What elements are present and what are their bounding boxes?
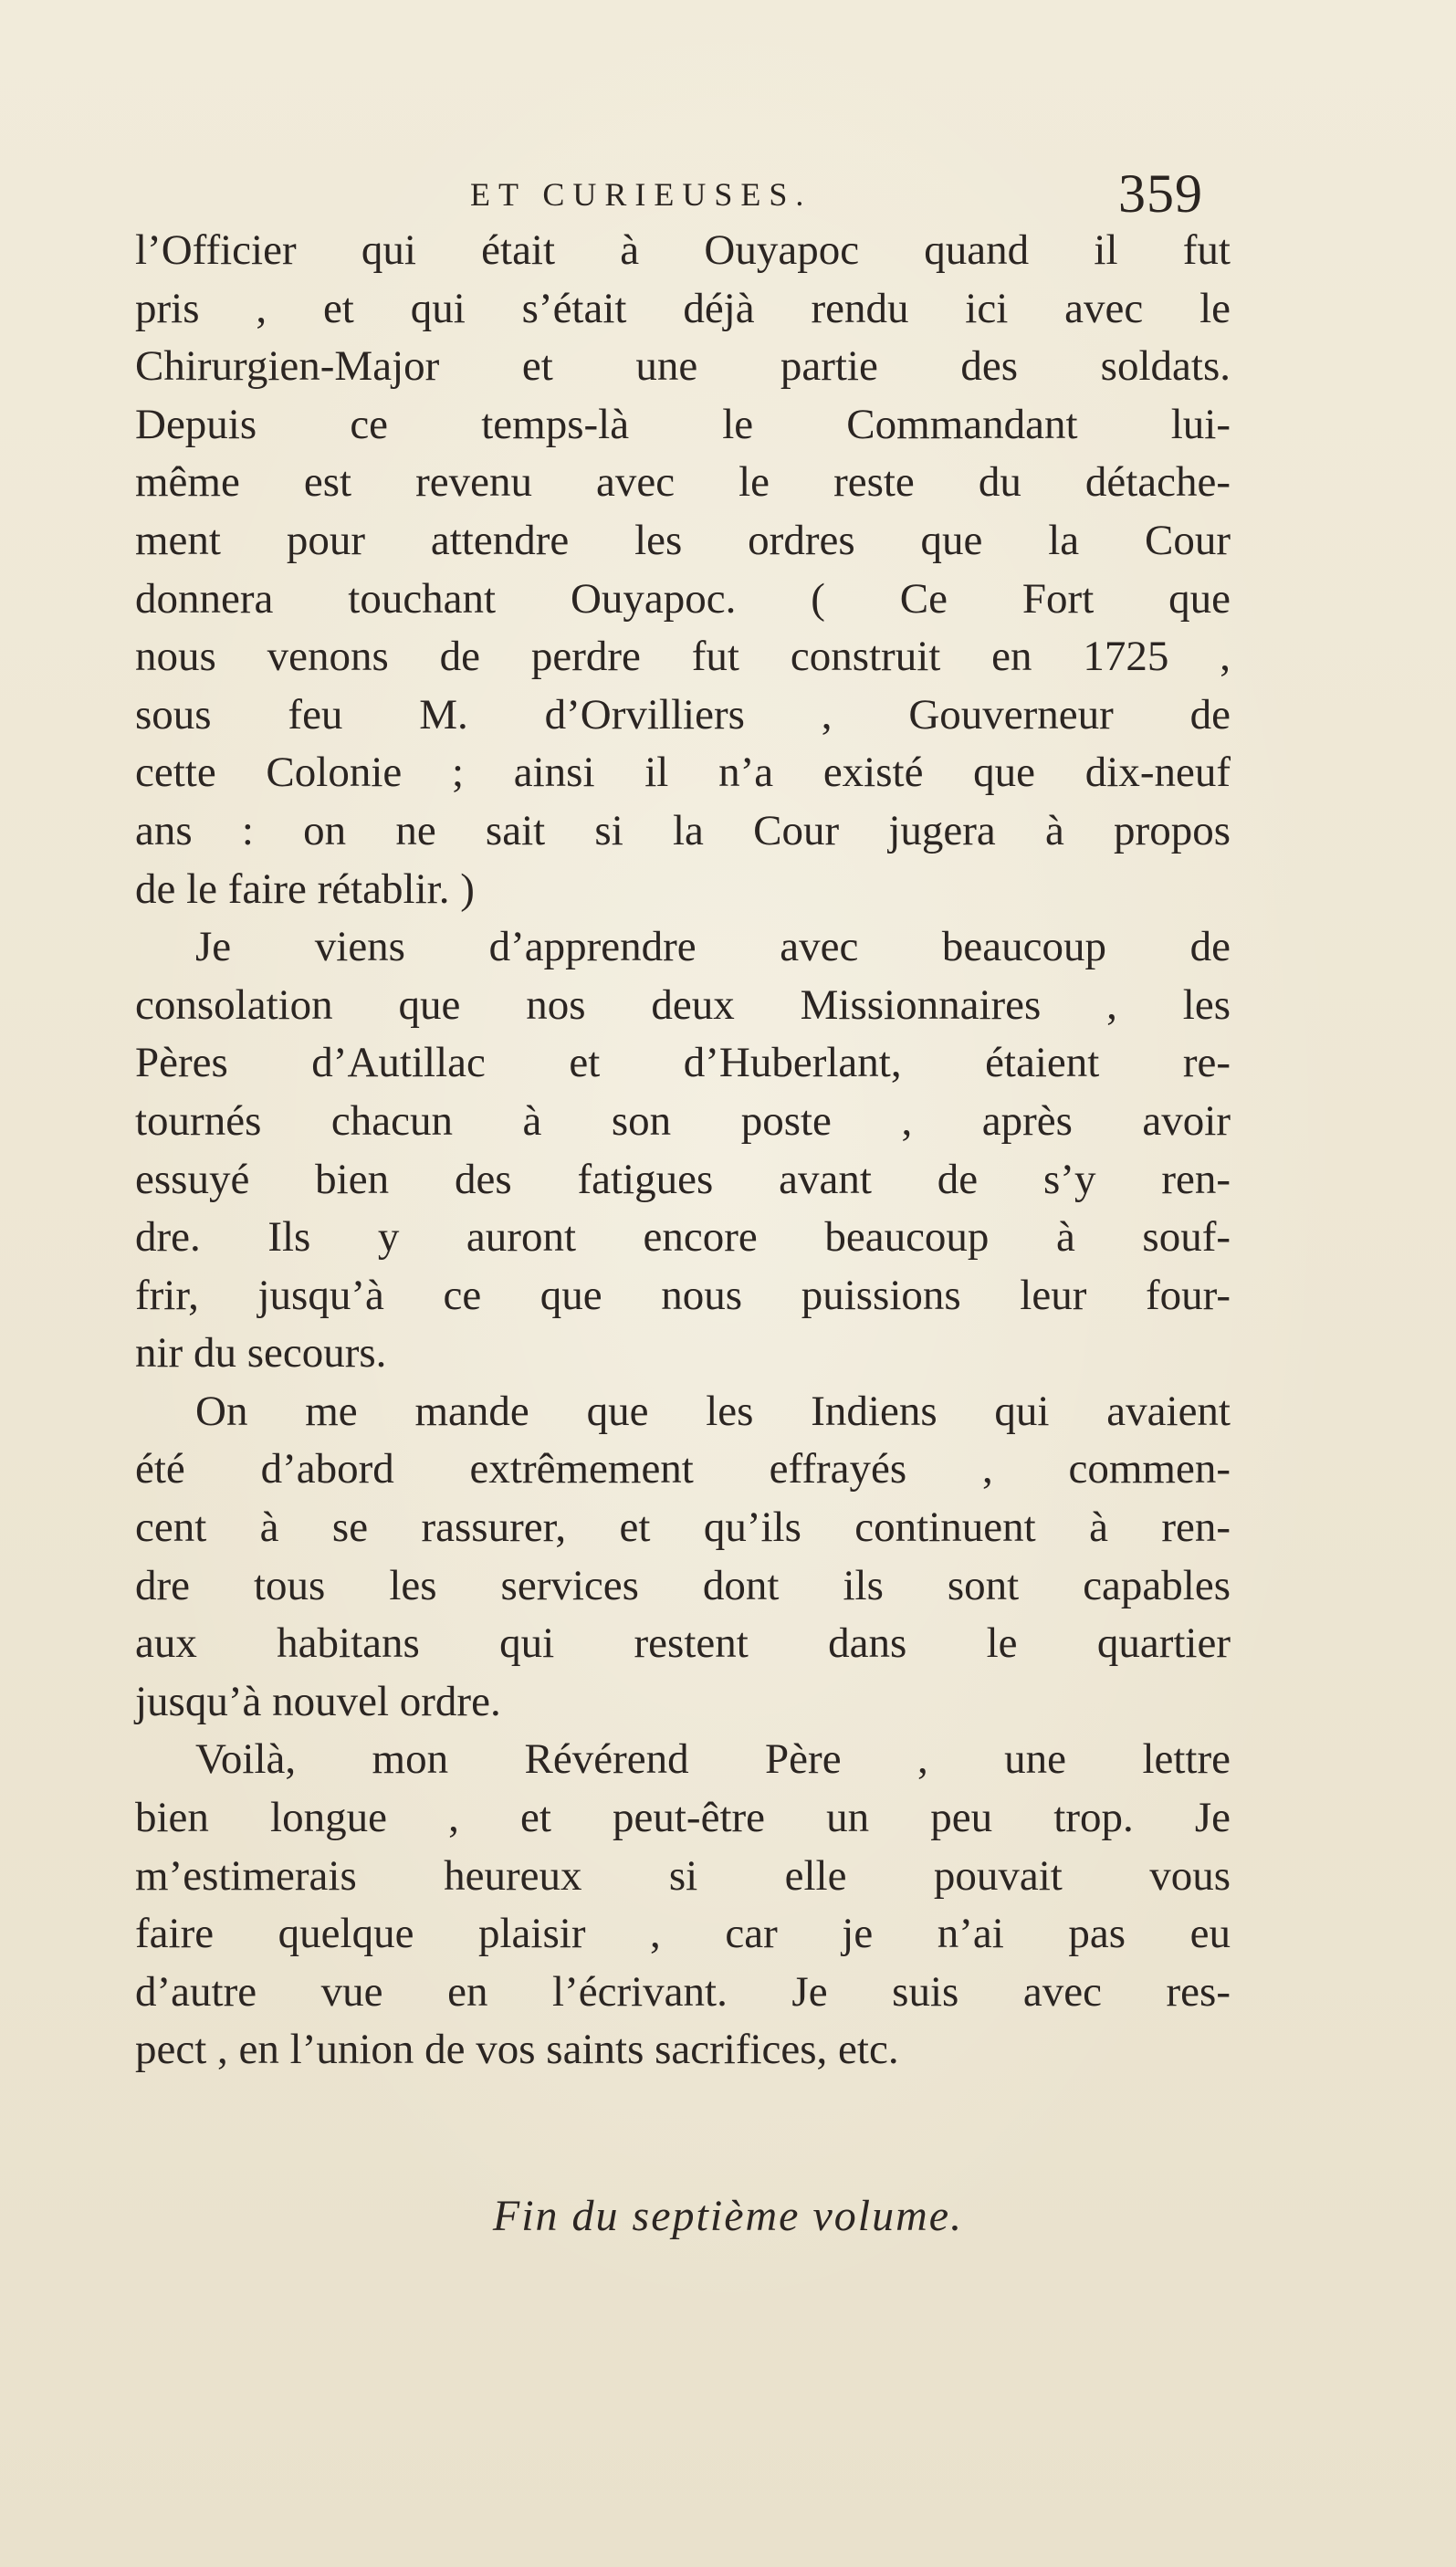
text-line: même est revenu avec le reste du détache-	[135, 458, 1231, 507]
text-line: essuyé bien des fatigues avant de s’y ren-	[135, 1155, 1231, 1203]
text-line: frir, jusqu’à ce que nous puissions leur four-	[135, 1271, 1231, 1319]
text-line: m’estimerais heureux si elle pouvait vous	[135, 1851, 1231, 1900]
text-line: dre tous les services dont ils sont capables	[135, 1561, 1231, 1609]
text-line: pect , en l’union de vos saints sacrifices, etc.	[135, 2026, 899, 2074]
text-line: nir du secours.	[135, 1329, 387, 1378]
text-line: cette Colonie ; ainsi il n’a existé que dix-neuf	[135, 749, 1231, 797]
text-line: été d’abord extrêmement effrayés , commen-	[135, 1445, 1231, 1493]
text-line: aux habitans qui restent dans le quartier	[135, 1619, 1231, 1668]
text-line: cent à se rassurer, et qu’ils continuent à ren-	[135, 1504, 1231, 1552]
text-line: donnera touchant Ouyapoc. ( Ce Fort que	[135, 574, 1231, 623]
text-line: sous feu M. d’Orvilliers , Gouverneur de	[135, 690, 1231, 739]
text-line: consolation que nos deux Missionnaires , les	[135, 980, 1231, 1029]
running-head: ET CURIEUSES.	[470, 176, 812, 213]
text-line: de le faire rétablir. )	[135, 864, 475, 913]
text-line: jusqu’à nouvel ordre.	[135, 1677, 501, 1725]
body-text	[135, 222, 1231, 2080]
text-line: faire quelque plaisir , car je n’ai pas eu	[135, 1910, 1231, 1958]
text-line: ans : on ne sait si la Cour jugera à propos	[135, 806, 1231, 854]
text-line: l’Officier qui était à Ouyapoc quand il fut	[135, 226, 1231, 274]
text-line: pris , et qui s’était déjà rendu ici avec le	[135, 284, 1231, 332]
page-number: 359	[1118, 163, 1203, 224]
text-line: ment pour attendre les ordres que la Cour	[135, 516, 1231, 564]
text-line: Depuis ce temps-là le Commandant lui-	[135, 400, 1231, 448]
text-line: bien longue , et peut-être un peu trop. Je	[135, 1794, 1231, 1842]
text-line: d’autre vue en l’écrivant. Je suis avec res-	[135, 1967, 1231, 2016]
text-line: Pères d’Autillac et d’Huberlant, étaient re-	[135, 1039, 1231, 1087]
text-line: nous venons de perdre fut construit en 1725 ,	[135, 633, 1231, 681]
closing-line: Fin du septième volume.	[492, 2192, 964, 2240]
paragraph-start-line: Je viens d’apprendre avec beaucoup de	[195, 923, 1231, 971]
text-line: Chirurgien-Major et une partie des soldats.	[135, 342, 1231, 391]
paragraph-start-line: Voilà, mon Révérend Père , une lettre	[195, 1735, 1231, 1784]
text-line: tournés chacun à son poste , après avoir	[135, 1096, 1231, 1145]
paragraph-start-line: On me mande que les Indiens qui avaient	[195, 1387, 1231, 1435]
text-line: dre. Ils y auront encore beaucoup à souf-	[135, 1213, 1231, 1262]
